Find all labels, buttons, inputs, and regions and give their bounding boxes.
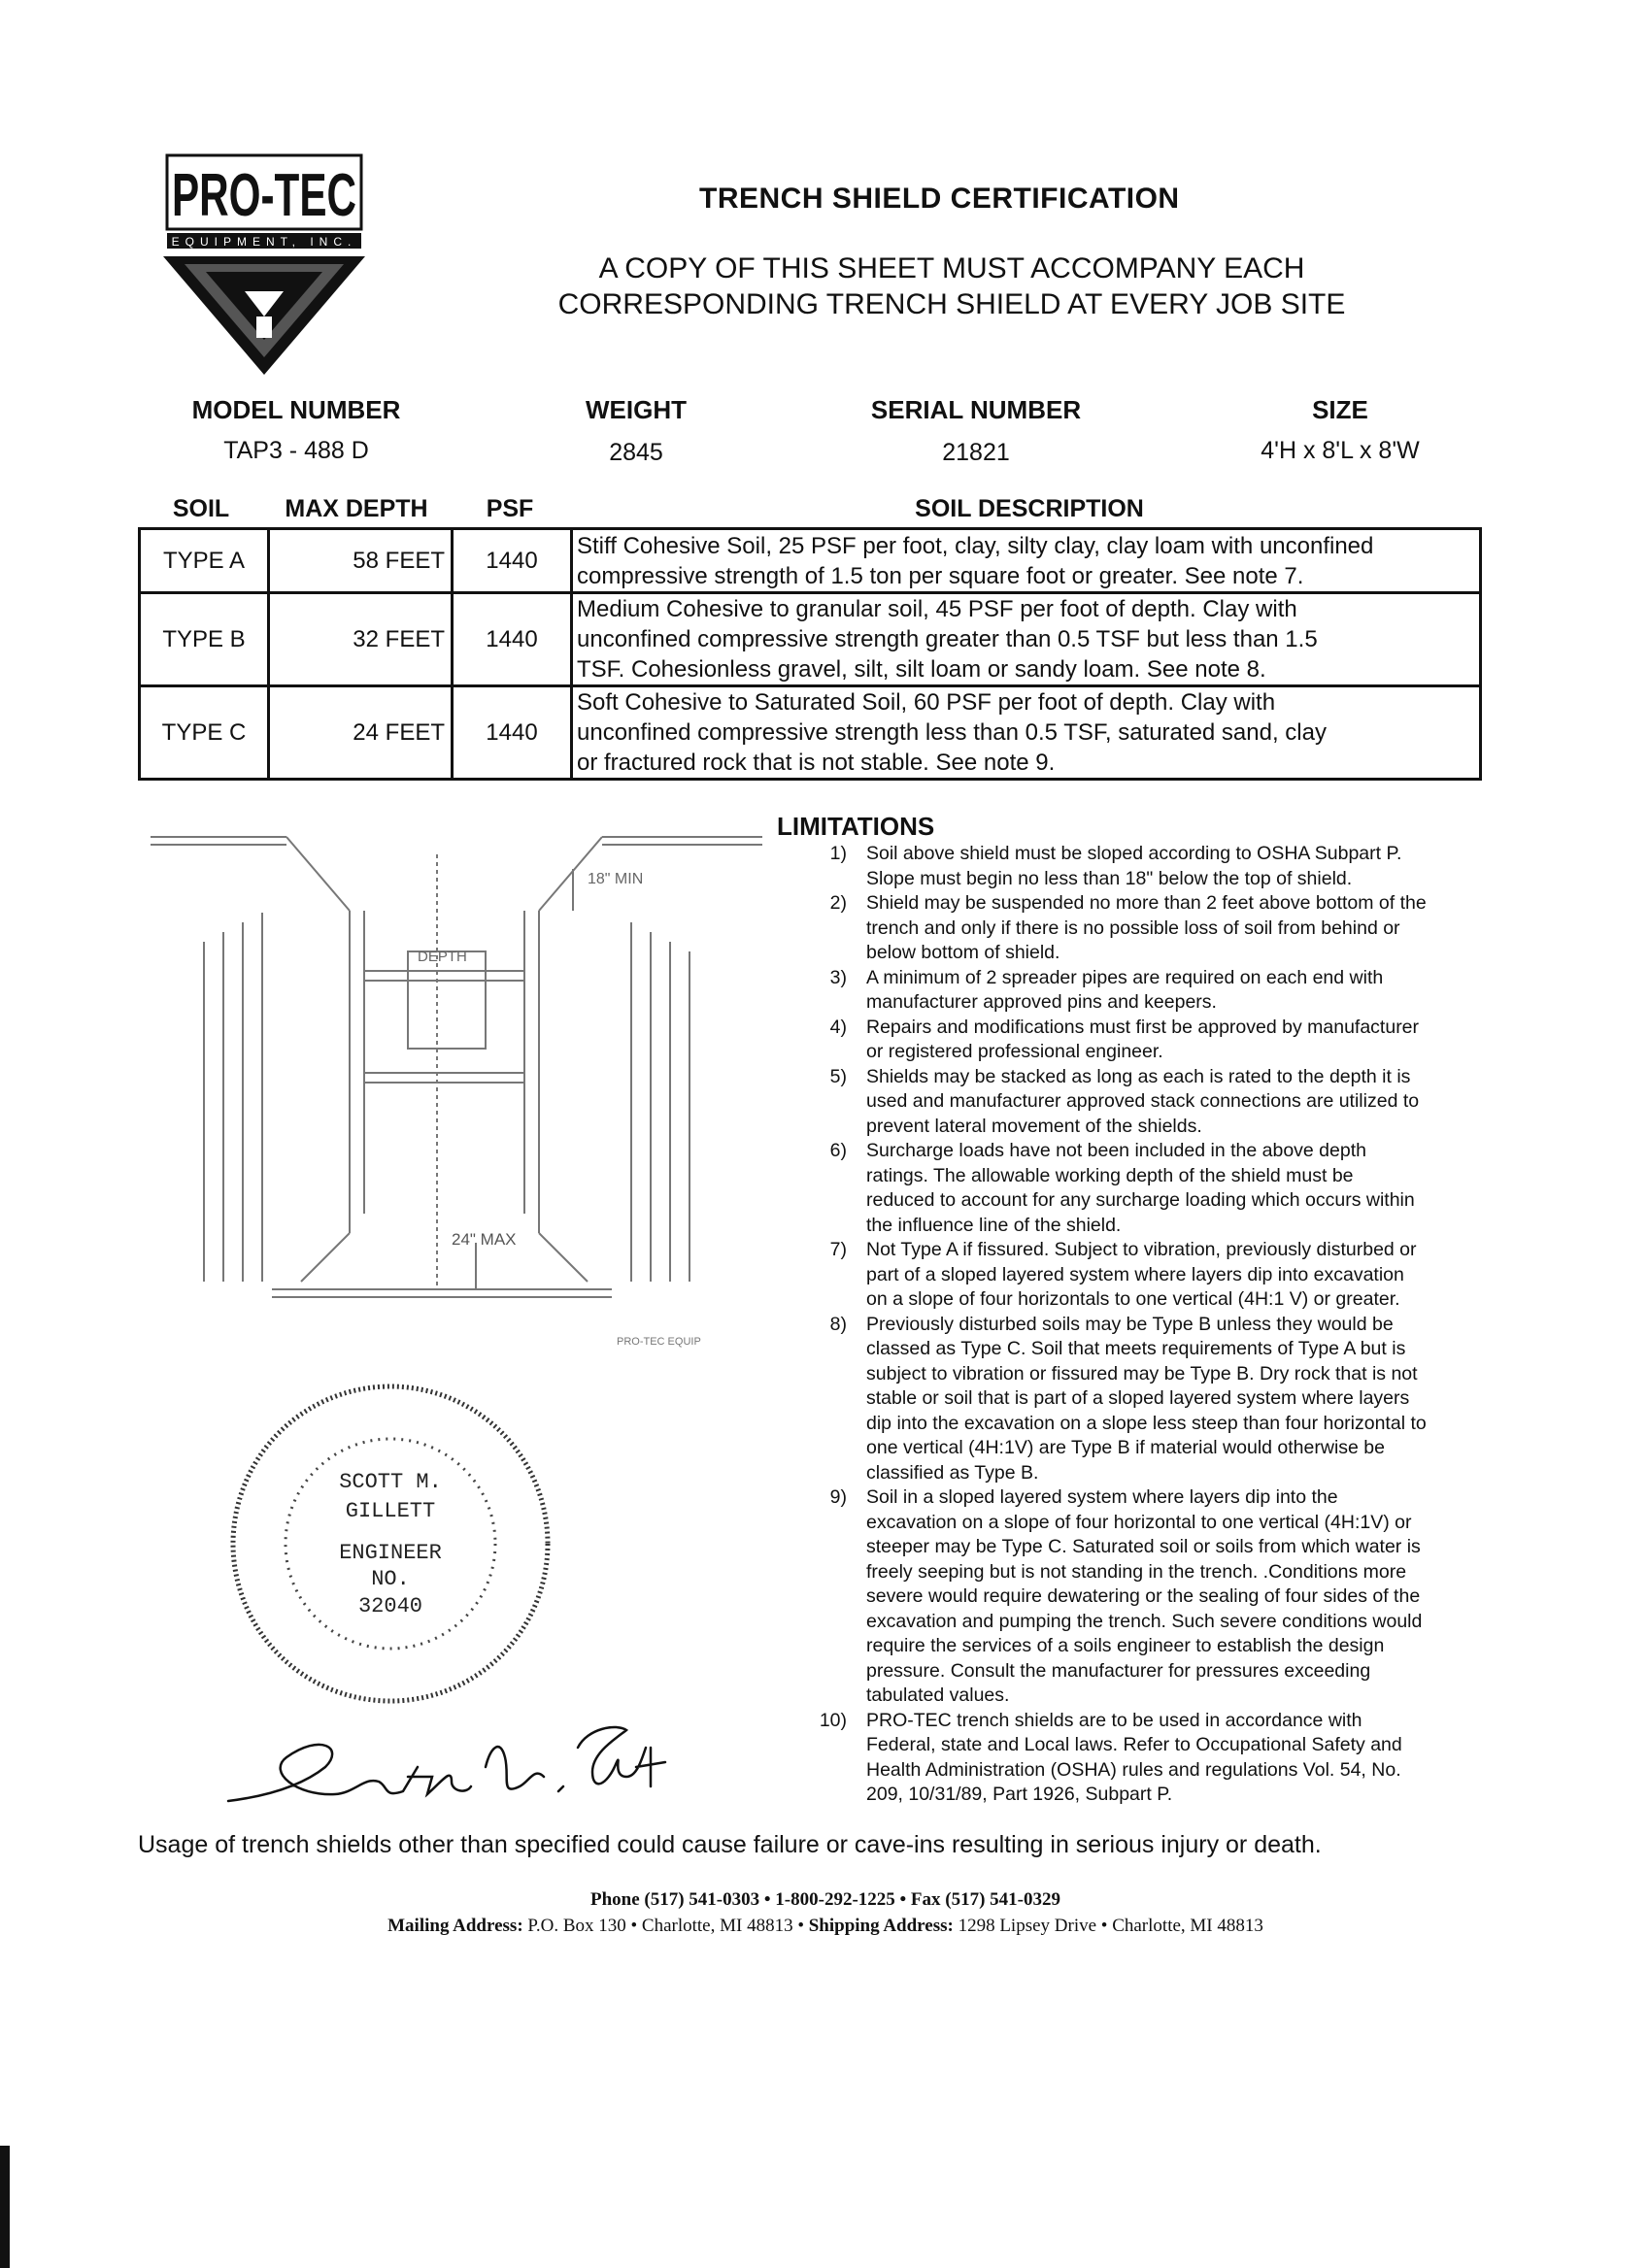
psf-cell: 1440	[453, 686, 572, 780]
min-label: 18" MIN	[588, 871, 644, 887]
seal-name-line1: SCOTT M.	[339, 1470, 442, 1494]
size-value: 4'H x 8'L x 8'W	[1261, 437, 1420, 464]
list-item-number: 1)	[829, 843, 847, 864]
limitations-title: LIMITATIONS	[777, 812, 935, 841]
list-item-text	[866, 1238, 1515, 1313]
list-item-text	[866, 1485, 1515, 1709]
list-line: Soil above shield must be sloped according to OSHA Subpart P.	[866, 843, 1402, 864]
list-item-text	[866, 1139, 1515, 1238]
list-item-text	[866, 966, 1515, 1016]
list-item-text	[866, 891, 1515, 966]
list-item-number: 3)	[829, 966, 847, 988]
max-depth-cell: 32 FEET	[269, 593, 453, 686]
list-line: require the services of a soils engineer to establish the design	[866, 1635, 1385, 1656]
list-line: part of a sloped layered system where layers dip into excavation	[866, 1263, 1404, 1285]
list-line: Soil in a sloped layered system where layers dip into the	[866, 1486, 1338, 1508]
list-item-number: 9)	[829, 1486, 847, 1508]
list-item	[816, 1065, 1515, 1140]
list-line: PRO-TEC trench shields are to be used in accordance with	[866, 1709, 1362, 1731]
list-line: prevent lateral movement of the shields.	[866, 1115, 1202, 1137]
scan-edge	[0, 2146, 10, 2268]
soil-header: SOIL	[172, 495, 230, 522]
list-line: manufacturer approved pins and keepers.	[866, 991, 1217, 1013]
list-line: Shield may be suspended no more than 2 feet above bottom of the	[866, 892, 1427, 914]
list-item-number: 7)	[829, 1239, 847, 1260]
list-item	[816, 1485, 1515, 1709]
logo-subtext: EQUIPMENT, INC.	[171, 235, 357, 249]
footer-address	[136, 1916, 1515, 1937]
table-row	[140, 529, 1481, 593]
list-line: pressure. Consult the manufacturer for pressures exceeding	[866, 1659, 1371, 1682]
list-line: classified as Type B.	[866, 1461, 1039, 1484]
list-item-number: 5)	[829, 1065, 847, 1087]
list-line: 209, 10/31/89, Part 1926, Subpart P.	[866, 1784, 1173, 1805]
serial-number-value: 21821	[942, 439, 1010, 466]
list-line: tabulated values.	[866, 1684, 1010, 1706]
soil-type-cell: TYPE C	[140, 686, 269, 780]
shipping-label: Shipping Address:	[808, 1916, 954, 1936]
description-line: unconfined compressive strength greater than 0.5 TSF but less than 1.5	[577, 626, 1318, 652]
soil-description-cell	[572, 529, 1481, 593]
seal-name-line2: GILLETT	[345, 1499, 436, 1523]
soil-type-cell: TYPE B	[140, 593, 269, 686]
mailing-label: Mailing Address:	[387, 1916, 523, 1936]
list-item-number: 2)	[829, 892, 847, 914]
weight-label: WEIGHT	[586, 395, 687, 424]
soil-table	[138, 527, 1482, 781]
list-item-text	[866, 1016, 1515, 1065]
diagram-credit: PRO-TEC EQUIP	[617, 1336, 701, 1348]
list-line: subject to vibration or fissured may be Type B. Dry rock that is not	[866, 1362, 1418, 1384]
max-label: 24" MAX	[452, 1230, 517, 1249]
engineer-seal	[225, 1379, 555, 1709]
list-line: used and manufacturer approved stack connections are utilized to	[866, 1090, 1420, 1112]
seal-number: 32040	[357, 1594, 423, 1618]
max-depth-header: MAX DEPTH	[285, 495, 428, 522]
table-row	[140, 686, 1481, 780]
list-line: stable or soil that is part of a sloped layered system where layers	[866, 1387, 1410, 1409]
description-line: Medium Cohesive to granular soil, 45 PSF per foot of depth. Clay with	[577, 596, 1297, 622]
list-line: Slope must begin no less than 18" below the top of shield.	[866, 867, 1353, 889]
weight-value: 2845	[609, 439, 663, 466]
limitations-list	[816, 842, 1515, 1808]
list-line: Surcharge loads have not been included in the above depth	[866, 1140, 1366, 1161]
copy-notice-line: A COPY OF THIS SHEET MUST ACCOMPANY EACH	[598, 252, 1305, 284]
list-line: dip into the excavation on a slope less steep than four horizontal to	[866, 1412, 1427, 1434]
list-item	[816, 842, 1515, 891]
serial-number-label: SERIAL NUMBER	[870, 395, 1082, 424]
list-item-text	[866, 1313, 1515, 1486]
list-item	[816, 966, 1515, 1016]
list-item-text	[866, 1065, 1515, 1140]
list-item	[816, 1016, 1515, 1065]
list-line: reduced to account for any surcharge loading which occurs within	[866, 1189, 1415, 1211]
description-line: or fractured rock that is not stable. See note 9.	[577, 750, 1056, 776]
list-line: Health Administration (OSHA) rules and regulations Vol. 54, No.	[866, 1758, 1401, 1781]
list-line: below bottom of shield.	[866, 942, 1060, 963]
list-line: Shields may be stacked as long as each is rated to the depth it is	[866, 1065, 1411, 1087]
max-depth-cell: 24 FEET	[269, 686, 453, 780]
mailing-value: P.O. Box 130 • Charlotte, MI 48813 •	[527, 1916, 804, 1936]
soil-description-header: SOIL DESCRIPTION	[915, 495, 1144, 522]
list-item	[816, 1139, 1515, 1238]
description-line: Soft Cohesive to Saturated Soil, 60 PSF per foot of depth. Clay with	[577, 689, 1276, 716]
list-item	[816, 1238, 1515, 1313]
list-line: Previously disturbed soils may be Type B unless they would be	[866, 1313, 1394, 1335]
soil-description-cell	[572, 686, 1481, 780]
size-label: SIZE	[1312, 395, 1368, 424]
logo-text: PRO-TEC	[172, 162, 356, 229]
list-line: the influence line of the shield.	[866, 1214, 1122, 1236]
description-line: Stiff Cohesive Soil, 25 PSF per foot, clay, silty clay, clay loam with unconfined	[577, 532, 1374, 559]
list-line: Not Type A if fissured. Subject to vibration, previously disturbed or	[866, 1239, 1417, 1260]
model-number-value: TAP3 - 488 D	[223, 437, 369, 464]
max-depth-cell: 58 FEET	[269, 529, 453, 593]
list-line: excavation on a slope of four horizontal to one vertical (4H:1V) or	[866, 1511, 1412, 1533]
engineer-signature	[209, 1709, 685, 1816]
list-item-number: 10)	[819, 1709, 847, 1731]
trench-shield-diagram	[146, 825, 767, 1350]
description-line: TSF. Cohesionless gravel, silt, silt loam or sandy loam. See note 8.	[577, 656, 1266, 683]
table-row	[140, 593, 1481, 686]
copy-notice	[505, 250, 1398, 322]
list-line: steeper may be Type C. Saturated soil or soils from which water is	[866, 1536, 1421, 1557]
list-line: Federal, state and Local laws. Refer to Occupational Safety and	[866, 1734, 1402, 1755]
list-item	[816, 1313, 1515, 1486]
list-line: one vertical (4H:1V) are Type B if material would otherwise be	[866, 1437, 1385, 1458]
description-line: compressive strength of 1.5 ton per square foot or greater. See note 7.	[577, 562, 1304, 589]
soil-type-cell: TYPE A	[140, 529, 269, 593]
list-line: classed as Type C. Soil that meets requirements of Type A but is	[866, 1338, 1406, 1359]
psf-cell: 1440	[453, 529, 572, 593]
psf-header: PSF	[486, 495, 534, 522]
list-line: severe would require dewatering or the sealing of four sides of the	[866, 1585, 1421, 1607]
seal-no-label: NO.	[371, 1567, 410, 1591]
list-item	[816, 891, 1515, 966]
psf-cell: 1440	[453, 593, 572, 686]
list-line: excavation and pumping the trench. Such severe conditions would	[866, 1610, 1423, 1632]
list-line: or registered professional engineer.	[866, 1041, 1163, 1062]
list-line: trench and only if there is no possible loss of soil from behind or	[866, 917, 1400, 939]
copy-notice-line: CORRESPONDING TRENCH SHIELD AT EVERY JOB SITE	[557, 288, 1346, 320]
list-item-text	[866, 842, 1515, 891]
soil-description-cell	[572, 593, 1481, 686]
description-line: unconfined compressive strength less than 0.5 TSF, saturated sand, clay	[577, 719, 1327, 746]
list-item-text	[866, 1709, 1515, 1808]
list-item-number: 8)	[829, 1313, 847, 1335]
document-title: TRENCH SHIELD CERTIFICATION	[699, 183, 1180, 215]
list-line: freely seeping but is not standing in the trench. .Conditions more	[866, 1560, 1407, 1583]
list-line: on a slope of four horizontals to one vertical (4H:1 V) or greater.	[866, 1288, 1400, 1310]
list-line: A minimum of 2 spreader pipes are required on each end with	[866, 966, 1384, 988]
seal-role: ENGINEER	[339, 1541, 442, 1565]
footer-phone: Phone (517) 541-0303 • 1-800-292-1225 • Fax (517) 541-0329	[589, 1889, 1061, 1910]
list-line: ratings. The allowable working depth of the shield must be	[866, 1164, 1354, 1186]
list-item	[816, 1709, 1515, 1808]
list-item-number: 4)	[829, 1016, 847, 1038]
shipping-value: 1298 Lipsey Drive • Charlotte, MI 48813	[958, 1916, 1263, 1936]
depth-label: DEPTH	[418, 949, 467, 965]
usage-warning: Usage of trench shields other than specified could cause failure or cave-ins resulting in serious injury or death.	[138, 1831, 1322, 1858]
model-number-label: MODEL NUMBER	[191, 395, 401, 424]
list-line: Repairs and modifications must first be approved by manufacturer	[866, 1016, 1420, 1038]
list-item-number: 6)	[829, 1140, 847, 1161]
pro-tec-logo	[155, 146, 369, 379]
